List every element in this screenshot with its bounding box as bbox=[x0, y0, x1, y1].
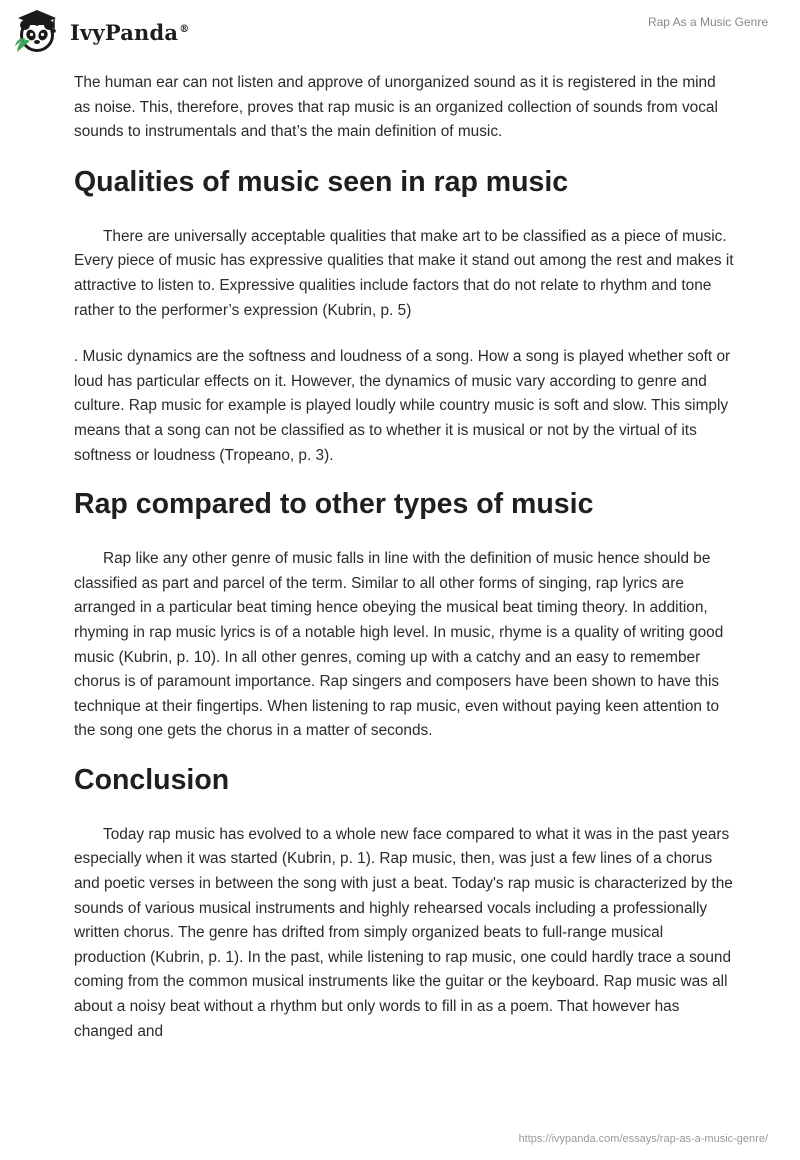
brand-name: IvyPanda® bbox=[70, 19, 190, 45]
page-header bbox=[0, 0, 800, 70]
source-url-link[interactable]: https://ivypanda.com/essays/rap-as-a-music-genre/ bbox=[518, 1133, 768, 1145]
paragraph: . Music dynamics are the softness and loudness of a song. How a song is played whether soft or loud has particular effects on it. However, the dynamics of music vary according to genre and culture. Rap music for example is played loudly while country music is soft and slow. This simply means that a song can not be classified as to whether it is musical or not by the virtual of its softness or loudness (Tropeano, p. 3). bbox=[74, 348, 731, 464]
essay-content bbox=[74, 71, 734, 1044]
paragraph: Rap like any other genre of music falls in line with the definition of music hence should be classified as part and parcel of the term. Similar to all other forms of singing, rap lyrics are arranged in a particular beat timing hence obeying the musical beat timing theory. In addition, rhyming in rap music lyrics is of a notable high level. In music, rhyme is a quality of writing good music (Kubrin, p. 10). In all other genres, coming up with a catchy and an easy to remember chorus is of paramount importance. Rap singers and composers have been shown to have this technique at their fingertips. When listening to rap music, even without paying keen attention to the song one gets the chorus in a matter of seconds. bbox=[74, 550, 724, 740]
section-heading: Conclusion bbox=[74, 763, 230, 796]
document-title: Rap As a Music Genre bbox=[647, 15, 768, 29]
section-heading: Qualities of music seen in rap music bbox=[74, 165, 569, 198]
ivypanda-logo[interactable] bbox=[14, 8, 189, 56]
section-heading: Rap compared to other types of music bbox=[74, 488, 594, 521]
paragraph: Today rap music has evolved to a whole new face compared to what it was in the past years especially when it was started (Kubrin, p. 1). Rap music, then, was just a few lines of a chorus and poetic verses in between the song with just a beat. Today's rap music is characterized by the sounds of various musical instruments and highly rehearsed vocals including a professionally written chorus. The genre has drifted from simply organized beats to full-range musical production (Kubrin, p. 1). In the past, while listening to rap music, one could hardly trace a sound coming from the common musical instruments like the guitar or the keyboard. Rap music was all about a noisy beat without a rhythm but only words to fill in as a poem. That however has changed and bbox=[74, 825, 733, 1040]
paragraph: The human ear can not listen and approve of unorganized sound as it is registered in the mind as noise. This, therefore, proves that rap music is an organized collection of sounds from vocal sounds to instrumentals and that’s the main definition of music. bbox=[74, 74, 718, 141]
panda-graduate-icon bbox=[14, 8, 62, 56]
paragraph: There are universally acceptable qualities that make art to be classified as a piece of music. Every piece of music has expressive qualities that make it stand out among the rest and makes it attractive to listen to. Expressive qualities include factors that do not relate to rhythm and tone rather to the performer’s expression (Kubrin, p. 5) bbox=[74, 227, 734, 319]
